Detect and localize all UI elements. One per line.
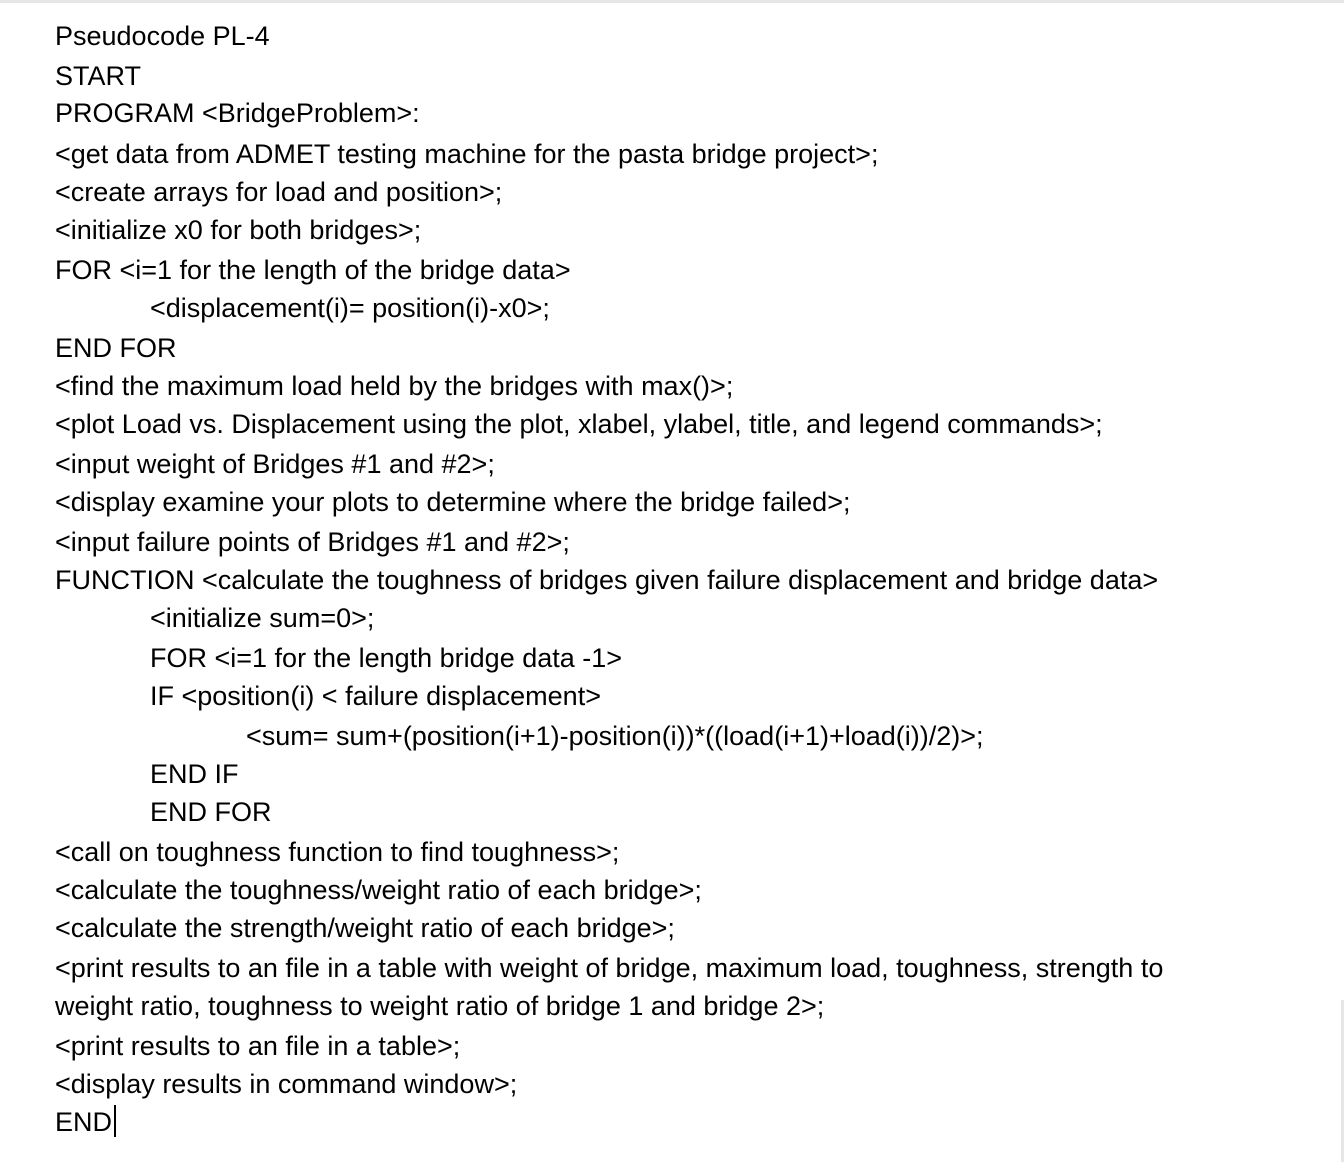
code-line: <find the maximum load held by the bridges with max()>; xyxy=(55,371,734,401)
code-line: <plot Load vs. Displacement using the plot, xlabel, ylabel, title, and legend commands>; xyxy=(55,409,1103,439)
code-line: IF <position(i) < failure displacement> xyxy=(150,681,601,711)
code-line: END IF xyxy=(150,759,239,789)
code-line: START xyxy=(55,61,142,91)
code-line: <sum= sum+(position(i+1)-position(i))*((load(i+1)+load(i))/2)>; xyxy=(246,721,984,751)
code-line: <calculate the strength/weight ratio of each bridge>; xyxy=(55,913,675,943)
code-line: <initialize x0 for both bridges>; xyxy=(55,215,422,245)
doc-title: Pseudocode PL-4 xyxy=(55,21,270,51)
code-line: <create arrays for load and position>; xyxy=(55,177,503,207)
code-line: END FOR xyxy=(150,797,272,827)
code-line: <input weight of Bridges #1 and #2>; xyxy=(55,449,495,479)
code-line: PROGRAM <BridgeProblem>: xyxy=(55,98,420,128)
code-line: FOR <i=1 for the length bridge data -1> xyxy=(150,643,623,673)
last-line[interactable] xyxy=(55,1103,116,1141)
code-line: weight ratio, toughness to weight ratio of bridge 1 and bridge 2>; xyxy=(55,991,825,1021)
top-divider xyxy=(0,0,1344,3)
code-line: END FOR xyxy=(55,333,177,363)
code-line: <displacement(i)= position(i)-x0>; xyxy=(150,293,550,323)
code-line: <print results to an file in a table>; xyxy=(55,1031,461,1061)
code-line: <calculate the toughness/weight ratio of each bridge>; xyxy=(55,875,702,905)
code-line: FOR <i=1 for the length of the bridge data> xyxy=(55,255,571,285)
code-line: <display examine your plots to determine where the bridge failed>; xyxy=(55,487,851,517)
code-line: <display results in command window>; xyxy=(55,1069,518,1099)
code-line: <print results to an file in a table with weight of bridge, maximum load, toughness, strength to xyxy=(55,953,1164,983)
code-line: <initialize sum=0>; xyxy=(150,603,375,633)
code-line: FUNCTION <calculate the toughness of bridges given failure displacement and bridge data> xyxy=(55,565,1159,595)
code-line: <call on toughness function to find toughness>; xyxy=(55,837,620,867)
code-line-end: END xyxy=(55,1107,113,1137)
code-line: <get data from ADMET testing machine for the pasta bridge project>; xyxy=(55,139,879,169)
text-cursor xyxy=(114,1105,116,1137)
code-line: <input failure points of Bridges #1 and #2>; xyxy=(55,527,570,557)
